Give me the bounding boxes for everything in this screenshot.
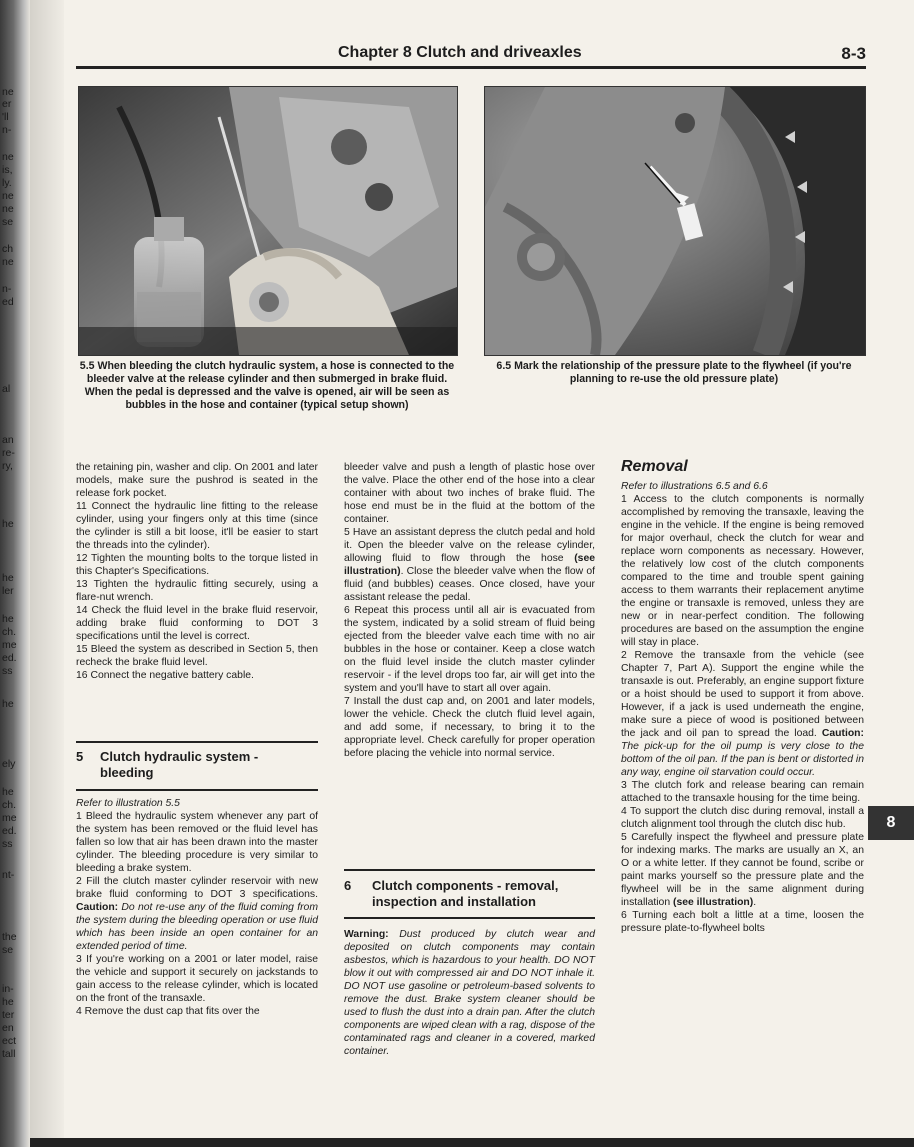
margin-fragment: ed. — [2, 652, 17, 664]
margin-fragment: er — [2, 98, 12, 110]
margin-fragment: an — [2, 434, 14, 446]
margin-fragment: ry, — [2, 460, 13, 472]
paragraph: 6 Turning each bolt a little at a time, loosen the pressure plate-to-flywheel bolts — [621, 910, 864, 934]
margin-fragment: me — [2, 639, 17, 651]
margin-fragment: ch — [2, 243, 14, 255]
paragraph: 2 Fill the clutch master cylinder reservoir with new brake fluid conforming to DOT 3 specifications. Caution: Do not re-use any of the fluid coming from the system during the bleeding operation or use fluid which has been inside an open container for an extended period of time. — [76, 876, 318, 952]
margin-fragment: al — [2, 383, 11, 395]
warning-text: Dust produced by clutch wear and deposited on clutch components may contain asbestos, which is hazardous to your health. DO NOT blow it out with compressed air and DO NOT inhale it. DO NOT use gasoline or petroleum-based solvents to remove the dust. Brake system cleaner should be used to flush the dust into a drain pan. After the clutch components are wiped clean with a rag, dispose of the contaminated rags and cleaner in a covered, marked container. — [344, 929, 595, 1057]
paragraph: 7 Install the dust cap and, on 2001 and later models, lower the vehicle. Check the clutch fluid level again, and add some, if necessary, to bring it to the appropriate level. Check carefully for proper operation before placing the vehicle into normal service. — [344, 696, 595, 759]
margin-fragment: en — [2, 1022, 14, 1034]
paragraph: 16 Connect the negative battery cable. — [76, 670, 254, 681]
paragraph: 3 The clutch fork and release bearing can remain attached to the transaxle housing for the time being. — [621, 780, 864, 804]
paragraph: the retaining pin, washer and clip. On 2001 and later models, make sure the pushrod is seated in the release fork pocket. — [76, 462, 318, 499]
margin-fragment: re- — [2, 447, 15, 459]
margin-fragment: ter — [2, 1009, 15, 1021]
paragraph: 2 Remove the transaxle from the vehicle (see Chapter 7, Part A). Support the engine while the transaxle is out. Preferably, an engine support fixture or a hoist should be used to support it from above. However, if a jack is used underneath the engine, make sure a piece of wood is positioned between the jack and oil pan to spread the load. Caution: The pick-up for the oil pump is very close to the bottom of the oil pan. If the pan is bent or distorted in any way, engine oil starvation could occur. — [621, 650, 864, 778]
margin-fragment: in- — [2, 983, 14, 995]
photo-flywheel-marks — [484, 86, 866, 356]
margin-fragment: me — [2, 812, 17, 824]
margin-fragment: n- — [2, 124, 12, 136]
paragraph: 3 If you're working on a 2001 or later model, raise the vehicle and support it securely on jackstands to gain access to the release cylinder, which is located on the front of the transaxle. — [76, 954, 318, 1004]
margin-fragment: ly. — [2, 177, 12, 189]
section-number: 5 — [76, 749, 84, 764]
paragraph: 15 Bleed the system as described in Section 5, then recheck the brake fluid level. — [76, 644, 318, 668]
section-rule-top — [76, 741, 318, 743]
photo-clutch-bleeding — [78, 86, 458, 356]
margin-fragment: he — [2, 698, 14, 710]
margin-fragment: the — [2, 931, 17, 943]
margin-fragment: ed. — [2, 825, 17, 837]
margin-fragment: nt- — [2, 869, 15, 881]
header-rule — [76, 66, 866, 69]
paragraph: 6 Repeat this process until all air is evacuated from the system, indicated by a solid stream of fluid being ejected from the bleeder valve each time with no air bubbles in the hose or container. Keep a close watch on the fluid level inside the clutch master cylinder reservoir - if the level drops too far, air will get into the system and you'll have to start all over again. — [344, 605, 595, 694]
margin-fragment: ss — [2, 838, 13, 850]
paragraph: 4 Remove the dust cap that fits over the — [76, 1006, 260, 1017]
paragraph: 1 Access to the clutch components is normally accomplished by removing the transaxle, leaving the engine in the vehicle. If the engine is being removed for major overhaul, check the clutch for wear and replace worn components as necessary. However, the relatively low cost of the clutch components compared to the time and trouble spent gaining access to them warrants their replacement anytime the engine or transaxle is removed, unless they are new or in near-perfect condition. The following procedures are based on the assumption the engine will stay in place. — [621, 494, 864, 648]
margin-fragment: tall — [2, 1048, 16, 1060]
margin-fragment: ed — [2, 296, 14, 308]
margin-fragment: 'll — [2, 111, 9, 123]
section-rule-bottom — [76, 789, 318, 791]
paragraph: 5 Carefully inspect the flywheel and pressure plate for indexing marks. The marks are usually an X, an O or a white letter. If they cannot be found, scribe or paint marks yourself so the pressure plate and the flywheel will be in the same alignment during installation (see illustration). — [621, 832, 864, 908]
margin-fragment: ely — [2, 758, 16, 770]
figure-caption-5-5: 5.5 When bleeding the clutch hydraulic system, a hose is connected to the bleeder valve at the release cylinder and then submerged in brake fluid. When the pedal is depressed and the valve is opened, air will be seen as bubbles in the hose and container (typical setup shown) — [79, 360, 455, 411]
paragraph: 4 To support the clutch disc during removal, install a clutch alignment tool through the clutch disc hub. — [621, 806, 864, 830]
paragraph: bleeder valve and push a length of plastic hose over the valve. Place the other end of the hose into a clear container with about two inches of brake fluid. The hose end must be in the fluid at the bottom of the container. — [344, 462, 595, 525]
paragraph: 14 Check the fluid level in the brake fluid reservoir, adding brake fluid conforming to DOT 3 specifications until the level is correct. — [76, 605, 318, 642]
illustration-reference: Refer to illustrations 6.5 and 6.6 — [621, 481, 768, 492]
margin-fragment: he — [2, 786, 14, 798]
margin-fragment: ler — [2, 585, 14, 597]
paragraph: 11 Connect the hydraulic line fitting to the release cylinder, using your fingers only at this time (since the cylinder is still a bit loose, it'll be easier to start the threads into the cylinder). — [76, 501, 318, 551]
margin-fragment: ne — [2, 256, 14, 268]
page-gutter — [30, 0, 64, 1147]
text-column-2 — [344, 461, 595, 760]
paragraph: 1 Bleed the hydraulic system whenever any part of the system has been removed or the fluid level has fallen so low that air has been drawn into the master cylinder. The bleeding procedure is very similar to bleeding a brake system. — [76, 811, 318, 874]
margin-fragment: he — [2, 613, 14, 625]
section-title: Clutch components - removal, inspection and installation — [372, 878, 559, 909]
warning-label: Warning: — [344, 929, 389, 940]
removal-heading: Removal — [621, 458, 688, 475]
section-title: Clutch hydraulic system - bleeding — [100, 749, 259, 780]
margin-fragment: ne — [2, 203, 14, 215]
margin-fragment: is, — [2, 164, 13, 176]
figure-caption-6-5: 6.5 Mark the relationship of the pressure plate to the flywheel (if you're planning to re-use the old pressure plate) — [496, 360, 852, 385]
illustration-reference: Refer to illustration 5.5 — [76, 798, 180, 809]
paragraph: 12 Tighten the mounting bolts to the torque listed in this Chapter's Specifications. — [76, 553, 318, 577]
text-column-3 — [621, 480, 864, 935]
section-rule-top — [344, 869, 595, 871]
chapter-thumb-tab: 8 — [868, 806, 914, 840]
margin-fragment: he — [2, 518, 14, 530]
margin-fragment: se — [2, 944, 14, 956]
bottom-edge-bar — [30, 1138, 914, 1147]
margin-fragment: he — [2, 572, 14, 584]
paragraph: 13 Tighten the hydraulic fitting securely, using a flare-nut wrench. — [76, 579, 318, 603]
page-header — [76, 44, 866, 68]
margin-fragment: he — [2, 996, 14, 1008]
text-column-1 — [76, 461, 318, 682]
margin-fragment: ne — [2, 151, 14, 163]
paragraph: 5 Have an assistant depress the clutch pedal and hold it. Open the bleeder valve on the release cylinder, allowing fluid to flow through the hose (see illustration). Close the bleeder valve when the flow of fluid (and bubbles) ceases. Once closed, have your assistant release the pedal. — [344, 527, 595, 603]
margin-fragment: ch. — [2, 799, 17, 811]
margin-fragment: ne — [2, 86, 14, 98]
margin-fragment: n- — [2, 283, 12, 295]
section-number: 6 — [344, 878, 352, 893]
margin-fragment: ch. — [2, 626, 17, 638]
chapter-title: Chapter 8 Clutch and driveaxles — [338, 44, 582, 61]
margin-fragment: se — [2, 216, 14, 228]
margin-fragment: ect — [2, 1035, 17, 1047]
warning-block — [344, 928, 595, 1058]
margin-fragment: ne — [2, 190, 14, 202]
text-column-1-section-5 — [76, 797, 318, 1018]
page-number: 8-3 — [841, 44, 866, 63]
section-rule-bottom — [344, 917, 595, 919]
margin-fragment: ss — [2, 665, 13, 677]
